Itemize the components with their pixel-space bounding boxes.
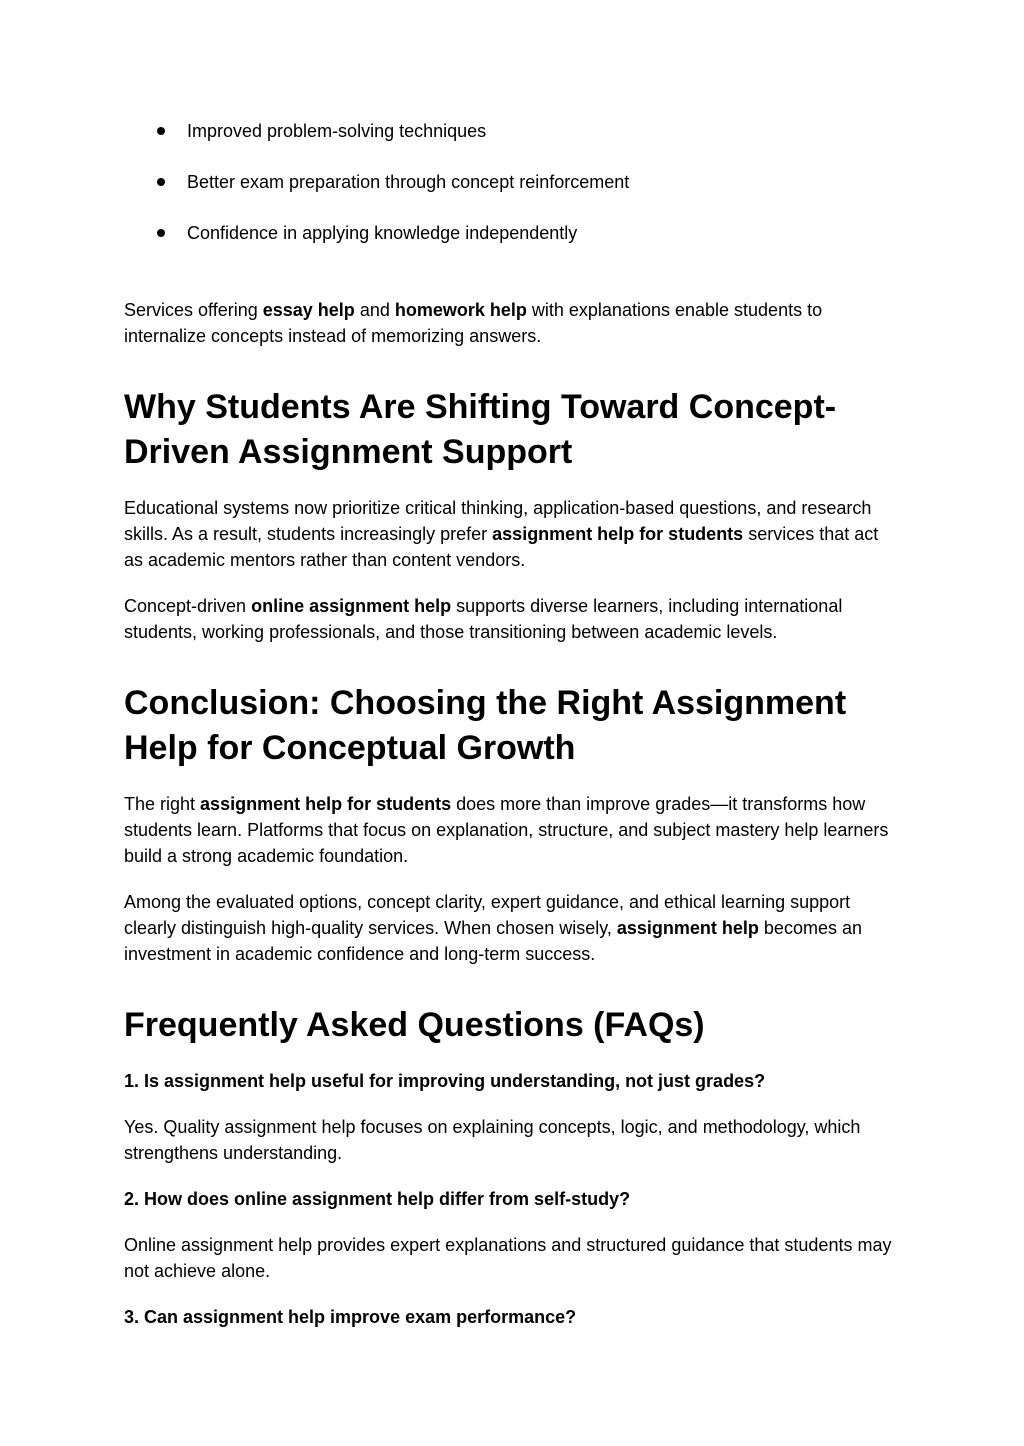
section-heading-conclusion: Conclusion: Choosing the Right Assignment Help for Conceptual Growth — [124, 684, 847, 767]
conclusion-paragraph-2: Among the evaluated options, concept clarity, expert guidance, and ethical learning support clearly distinguish high-quality services. When chosen wisely, assignment help becomes an investment in academic confidence and long-term success. — [124, 892, 862, 964]
faq-question-1: 1. Is assignment help useful for improving understanding, not just grades? — [124, 1071, 766, 1091]
bullet-icon — [157, 229, 165, 237]
section-heading-faq: Frequently Asked Questions (FAQs) — [124, 1006, 705, 1044]
bullet-item — [124, 169, 902, 195]
shift-paragraph-1: Educational systems now prioritize critical thinking, application-based questions, and research skills. As a result, students increasingly prefer assignment help for students services that act as academic mentors rather than content vendors. — [124, 498, 879, 570]
bullet-item-text: Better exam preparation through concept reinforcement — [187, 172, 630, 192]
section-heading-shift: Why Students Are Shifting Toward Concept-Driven Assignment Support — [124, 388, 837, 471]
intro-paragraph: Services offering essay help and homework help with explanations enable students to internalize concepts instead of memorizing answers. — [124, 300, 823, 346]
bullet-list — [124, 118, 902, 246]
faq-answer-1: Yes. Quality assignment help focuses on explaining concepts, logic, and methodology, which strengthens understanding. — [124, 1117, 861, 1163]
faq-question-3: 3. Can assignment help improve exam performance? — [124, 1307, 577, 1327]
bullet-item-text: Confidence in applying knowledge independently — [187, 223, 578, 243]
shift-paragraph-2: Concept-driven online assignment help supports diverse learners, including international students, working professionals, and those transitioning between academic levels. — [124, 596, 843, 642]
faq-answer-2: Online assignment help provides expert explanations and structured guidance that students may not achieve alone. — [124, 1235, 892, 1281]
bullet-icon — [157, 127, 165, 135]
bullet-item — [124, 118, 902, 144]
bullet-item — [124, 220, 902, 246]
faq-question-2: 2. How does online assignment help differ from self-study? — [124, 1189, 631, 1209]
bullet-icon — [157, 178, 165, 186]
conclusion-paragraph-1: The right assignment help for students does more than improve grades—it transforms how students learn. Platforms that focus on explanation, structure, and subject mastery help learners build a strong academic foundation. — [124, 794, 889, 866]
bullet-item-text: Improved problem-solving techniques — [187, 121, 487, 141]
